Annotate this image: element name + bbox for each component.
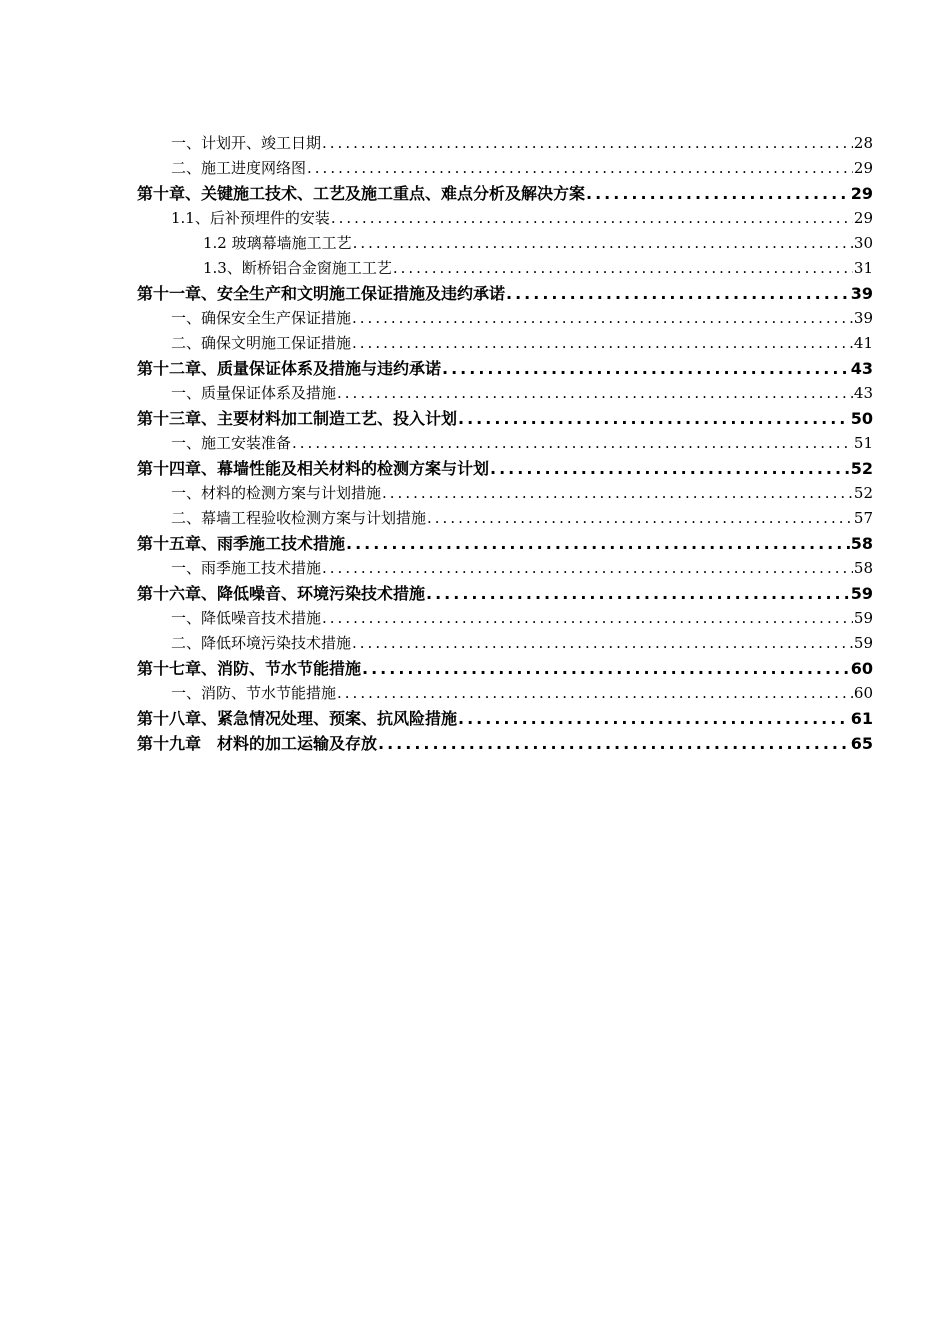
toc-dot-leader — [322, 131, 853, 156]
toc-entry-title: 第十九章 材料的加工运输及存放 — [137, 734, 378, 753]
toc-entry-page: 51 — [853, 434, 873, 452]
toc-entry-title: 1.3、断桥铝合金窗施工工艺 — [203, 259, 392, 277]
toc-entry[interactable] — [137, 331, 873, 356]
toc-entry-title: 二、施工进度网络图 — [171, 159, 307, 177]
toc-subentry[interactable] — [137, 256, 873, 281]
toc-entry-page: 28 — [853, 134, 873, 152]
toc-entry-title: 第十三章、主要材料加工制造工艺、投入计划 — [137, 409, 458, 428]
toc-entry-page: 30 — [853, 234, 873, 252]
toc-entry[interactable] — [137, 481, 873, 506]
toc-entry-title: 第十四章、幕墙性能及相关材料的检测方案与计划 — [137, 459, 490, 478]
toc-entry-page: 39 — [850, 284, 873, 303]
toc-subentry[interactable] — [137, 231, 873, 256]
toc-dot-leader — [322, 556, 853, 581]
toc-dot-leader — [393, 256, 853, 281]
toc-entry-page: 59 — [853, 609, 873, 627]
toc-entry-title: 第十章、关键施工技术、工艺及施工重点、难点分析及解决方案 — [137, 184, 586, 203]
toc-entry-page: 58 — [853, 559, 873, 577]
toc-chapter-entry[interactable] — [137, 531, 873, 556]
toc-dot-leader — [458, 406, 850, 431]
toc-entry-title: 第十五章、雨季施工技术措施 — [137, 534, 346, 553]
toc-dot-leader — [337, 381, 853, 406]
toc-entry-page: 43 — [853, 384, 873, 402]
toc-dot-leader — [427, 506, 853, 531]
toc-entry[interactable] — [137, 206, 873, 231]
toc-entry-page: 65 — [850, 734, 873, 753]
toc-entry[interactable] — [137, 631, 873, 656]
toc-entry-page: 29 — [850, 184, 873, 203]
toc-entry-page: 39 — [853, 309, 873, 327]
toc-dot-leader — [442, 356, 850, 381]
toc-dot-leader — [586, 181, 850, 206]
toc-entry[interactable] — [137, 506, 873, 531]
toc-entry-page: 59 — [853, 634, 873, 652]
toc-entry-title: 一、降低噪音技术措施 — [171, 609, 322, 627]
toc-entry-title: 一、计划开、竣工日期 — [171, 134, 322, 152]
toc-dot-leader — [382, 481, 853, 506]
toc-entry-page: 52 — [850, 459, 873, 478]
toc-dot-leader — [352, 331, 853, 356]
toc-chapter-entry[interactable] — [137, 356, 873, 381]
toc-entry-page: 50 — [850, 409, 873, 428]
toc-dot-leader — [362, 656, 850, 681]
toc-entry[interactable] — [137, 306, 873, 331]
toc-entry-title: 第十一章、安全生产和文明施工保证措施及违约承诺 — [137, 284, 506, 303]
toc-entry-page: 59 — [850, 584, 873, 603]
toc-dot-leader — [506, 281, 850, 306]
toc-entry-title: 一、消防、节水节能措施 — [171, 684, 337, 702]
toc-entry[interactable] — [137, 131, 873, 156]
toc-chapter-entry[interactable] — [137, 281, 873, 306]
toc-chapter-entry[interactable] — [137, 581, 873, 606]
toc-entry-title: 第十八章、紧急情况处理、预案、抗风险措施 — [137, 709, 458, 728]
toc-entry-page: 31 — [853, 259, 873, 277]
toc-dot-leader — [352, 631, 853, 656]
toc-entry-page: 43 — [850, 359, 873, 378]
toc-entry-title: 一、质量保证体系及措施 — [171, 384, 337, 402]
toc-dot-leader — [353, 231, 853, 256]
toc-entry-page: 61 — [850, 709, 873, 728]
toc-entry-title: 一、施工安装准备 — [171, 434, 292, 452]
toc-entry-page: 60 — [853, 684, 873, 702]
toc-entry-title: 一、雨季施工技术措施 — [171, 559, 322, 577]
table-of-contents — [137, 131, 873, 756]
toc-entry-title: 二、确保文明施工保证措施 — [171, 334, 352, 352]
toc-entry[interactable] — [137, 556, 873, 581]
toc-dot-leader — [346, 531, 850, 556]
toc-dot-leader — [458, 706, 850, 731]
toc-chapter-entry[interactable] — [137, 406, 873, 431]
toc-entry-title: 二、幕墙工程验收检测方案与计划措施 — [171, 509, 427, 527]
toc-dot-leader — [337, 681, 853, 706]
toc-chapter-entry[interactable] — [137, 181, 873, 206]
toc-entry-page: 52 — [853, 484, 873, 502]
toc-chapter-entry[interactable] — [137, 456, 873, 481]
toc-dot-leader — [490, 456, 850, 481]
toc-dot-leader — [292, 431, 853, 456]
toc-entry-page: 57 — [853, 509, 873, 527]
toc-chapter-entry[interactable] — [137, 731, 873, 756]
toc-entry[interactable] — [137, 381, 873, 406]
toc-entry-page: 41 — [853, 334, 873, 352]
toc-entry-title: 第十二章、质量保证体系及措施与违约承诺 — [137, 359, 442, 378]
toc-entry-title: 二、降低环境污染技术措施 — [171, 634, 352, 652]
toc-dot-leader — [307, 156, 853, 181]
toc-entry[interactable] — [137, 606, 873, 631]
toc-entry-page: 60 — [850, 659, 873, 678]
toc-entry-page: 58 — [850, 534, 873, 553]
toc-entry-title: 一、确保安全生产保证措施 — [171, 309, 352, 327]
toc-entry-title: 第十六章、降低噪音、环境污染技术措施 — [137, 584, 426, 603]
toc-entry-title: 1.1、后补预埋件的安装 — [171, 209, 330, 227]
toc-dot-leader — [331, 206, 853, 231]
toc-dot-leader — [426, 581, 850, 606]
toc-chapter-entry[interactable] — [137, 656, 873, 681]
toc-entry-page: 29 — [853, 159, 873, 177]
toc-entry[interactable] — [137, 156, 873, 181]
toc-dot-leader — [352, 306, 853, 331]
toc-entry[interactable] — [137, 431, 873, 456]
toc-entry-page: 29 — [853, 209, 873, 227]
toc-entry-title: 第十七章、消防、节水节能措施 — [137, 659, 362, 678]
toc-dot-leader — [378, 731, 850, 756]
toc-entry-title: 1.2 玻璃幕墙施工工艺 — [203, 234, 352, 252]
toc-entry[interactable] — [137, 681, 873, 706]
toc-entry-title: 一、材料的检测方案与计划措施 — [171, 484, 382, 502]
toc-dot-leader — [322, 606, 853, 631]
toc-chapter-entry[interactable] — [137, 706, 873, 731]
